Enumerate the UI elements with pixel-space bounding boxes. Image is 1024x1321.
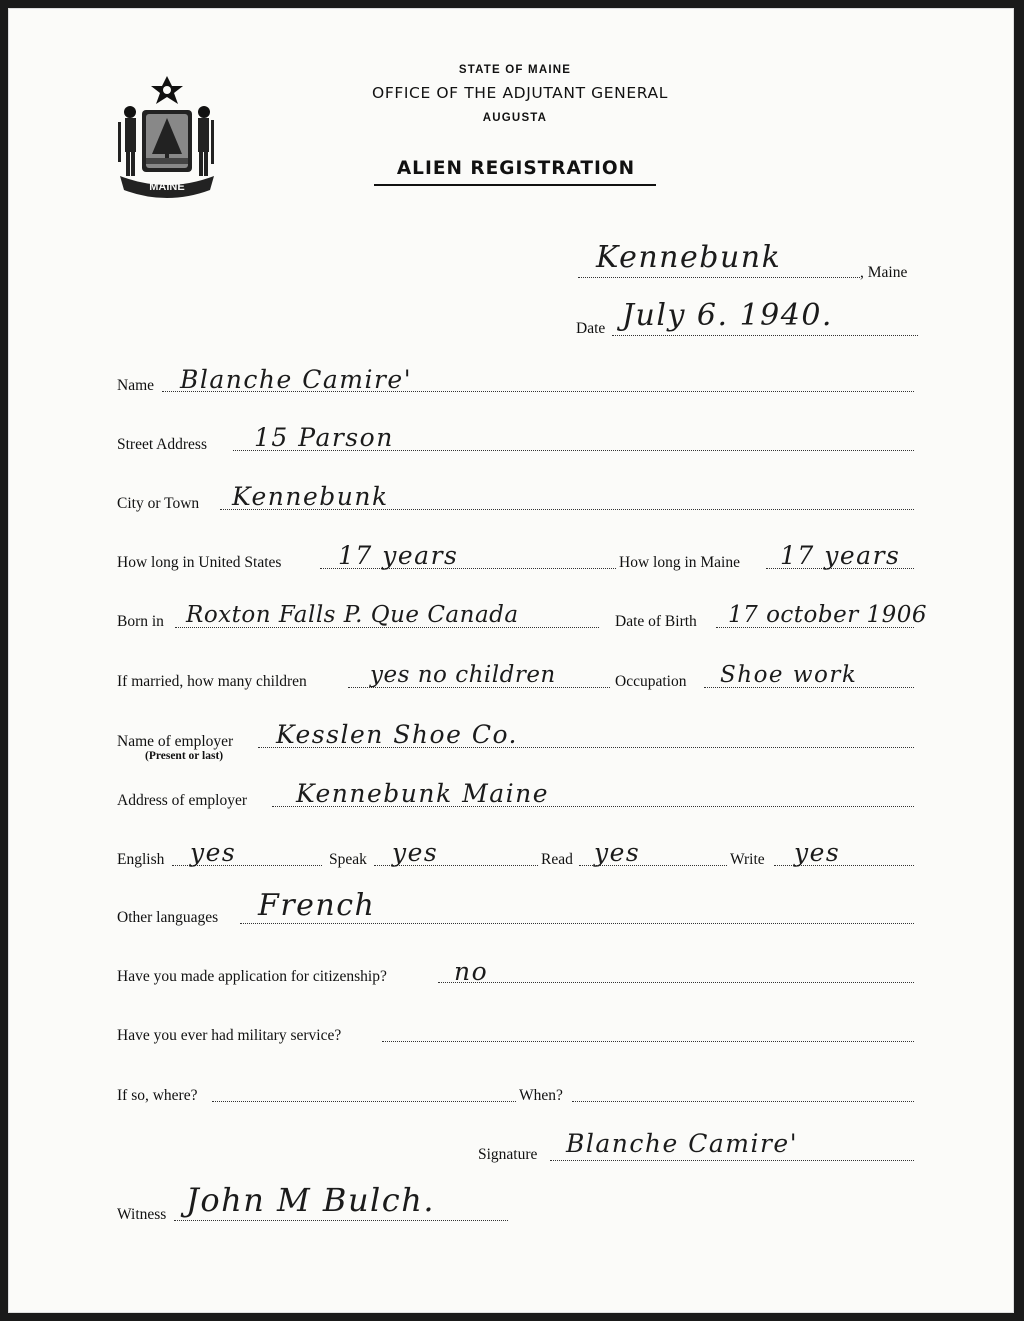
city-label: City or Town [117,495,200,512]
employer-address-label: Address of employer [117,792,247,809]
dob-value: 17 october 1906 [728,602,928,628]
employer-sublabel: (Present or last) [145,750,224,762]
english-label: English [117,851,165,868]
occupation-value: Shoe work [720,662,858,688]
witness-label: Witness [117,1206,167,1223]
children-value: yes no children [370,662,556,688]
read-value: yes [594,838,641,867]
born-in-value: Roxton Falls P. Que Canada [186,602,519,628]
date-label: Date [576,320,606,337]
speak-value: yes [392,838,439,867]
how-long-maine-label: How long in Maine [619,554,740,571]
title-underline [374,184,656,186]
read-label: Read [541,851,573,868]
witness-line [174,1220,508,1221]
when-line [572,1101,914,1102]
place-line [578,277,860,278]
other-languages-label: Other languages [117,909,219,926]
write-value: yes [794,838,841,867]
military-line [382,1041,914,1042]
where-label: If so, where? [117,1087,198,1104]
street-label: Street Address [117,436,207,453]
write-label: Write [730,851,765,868]
date-line [612,335,918,336]
citizenship-label: Have you made application for citizenship? [117,968,387,985]
street-value: 15 Parson [254,423,394,452]
witness-value: John M Bulch. [186,1181,435,1219]
where-line [212,1101,516,1102]
citizenship-value: no [454,957,489,986]
speak-label: Speak [329,851,367,868]
header-state: STATE OF MAINE [458,64,572,76]
employer-address-value: Kennebunk Maine [296,779,549,808]
born-in-label: Born in [117,613,164,630]
place-suffix: , Maine [860,264,908,281]
svg-text:MAINE: MAINE [149,181,185,193]
citizenship-line [438,982,914,983]
english-value: yes [190,838,237,867]
place-value: Kennebunk [596,240,782,275]
how-long-maine-value: 17 years [780,541,901,570]
other-languages-value: French [258,888,376,923]
maine-state-seal [112,72,222,200]
occupation-label: Occupation [615,673,687,690]
signature-value: Blanche Camire' [566,1129,799,1158]
military-label: Have you ever had military service? [117,1027,342,1044]
form-title: ALIEN REGISTRATION [396,158,636,179]
how-long-us-label: How long in United States [117,554,282,571]
signature-line [550,1160,914,1161]
date-value: July 6. 1940. [622,298,833,333]
city-value: Kennebunk [232,482,389,511]
name-label: Name [117,377,155,394]
other-languages-line [240,923,914,924]
header-city: AUGUSTA [482,112,548,124]
dob-label: Date of Birth [615,613,697,630]
signature-label: Signature [478,1146,538,1163]
name-value: Blanche Camire' [180,365,413,394]
when-label: When? [519,1087,563,1104]
how-long-us-value: 17 years [338,541,459,570]
children-label: If married, how many children [117,673,307,690]
header-office: OFFICE OF THE ADJUTANT GENERAL [372,84,668,102]
employer-value: Kesslen Shoe Co. [276,720,519,749]
employer-label: Name of employer [117,733,234,750]
